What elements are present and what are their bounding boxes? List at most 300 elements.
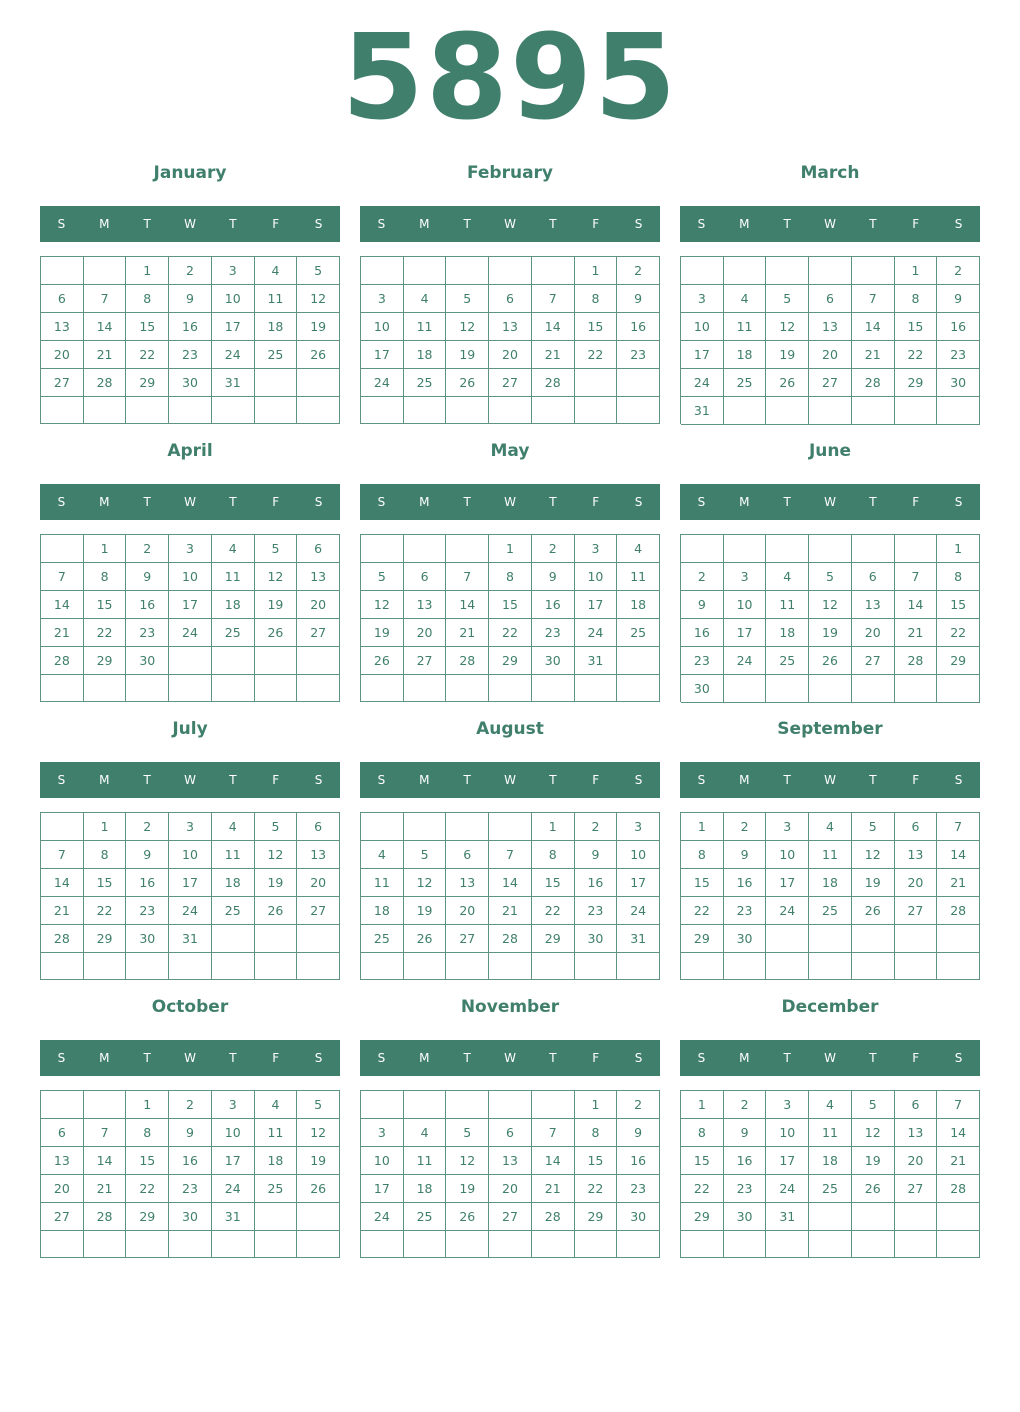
day-cell: 5 [852,1091,895,1119]
weekday-label: T [549,1051,557,1065]
empty-day-cell [809,1231,852,1258]
empty-day-cell [297,675,340,702]
day-cell: 10 [724,591,767,619]
day-cell: 26 [297,341,340,369]
month-july [40,712,340,982]
day-cell: 24 [212,1175,255,1203]
day-cell: 8 [126,285,169,313]
day-cell: 15 [84,591,127,619]
empty-day-cell [404,675,447,702]
day-cell: 16 [575,869,618,897]
day-cell: 13 [852,591,895,619]
empty-day-cell [361,813,404,841]
day-cell: 14 [937,1119,980,1147]
day-cell: 10 [212,285,255,313]
weekday-label: S [314,217,323,231]
empty-day-cell [852,257,895,285]
month-name: October [151,997,229,1017]
day-cell: 28 [852,369,895,397]
day-cell: 1 [532,813,575,841]
day-cell: 28 [489,925,532,953]
day-cell: 14 [446,591,489,619]
empty-day-cell [809,257,852,285]
weekday-label: W [184,217,196,231]
day-cell: 5 [255,813,298,841]
day-cell: 22 [126,1175,169,1203]
day-cell: 24 [361,369,404,397]
day-cell: 3 [681,285,724,313]
month-april [40,434,340,704]
day-cell: 14 [532,1147,575,1175]
day-cell: 24 [724,647,767,675]
empty-day-cell [41,953,84,980]
day-cell: 25 [724,369,767,397]
empty-day-cell [361,397,404,424]
empty-day-cell [169,397,212,424]
empty-day-cell [212,953,255,980]
day-cell: 16 [681,619,724,647]
weekday-label: S [377,495,386,509]
day-cell: 3 [169,535,212,563]
day-cell: 29 [575,1203,618,1231]
day-cell: 9 [532,563,575,591]
weekday-label: T [463,1051,471,1065]
weekday-label: S [697,773,706,787]
empty-day-cell [446,535,489,563]
day-grid [680,256,980,424]
day-cell: 30 [169,369,212,397]
day-cell: 21 [532,341,575,369]
day-cell: 3 [212,1091,255,1119]
day-cell: 31 [575,647,618,675]
day-cell: 20 [297,591,340,619]
day-cell: 20 [895,869,938,897]
weekday-label: M [99,773,110,787]
empty-day-cell [489,675,532,702]
empty-day-cell [895,675,938,703]
day-cell: 16 [126,591,169,619]
day-cell: 8 [937,563,980,591]
day-cell: 6 [297,813,340,841]
day-cell: 25 [404,1203,447,1231]
weekday-label: T [549,217,557,231]
day-cell: 19 [852,869,895,897]
empty-day-cell [404,1091,447,1119]
empty-day-cell [255,397,298,424]
day-cell: 27 [41,369,84,397]
empty-day-cell [575,369,618,397]
day-cell: 16 [169,1147,212,1175]
weekday-header [40,1040,340,1076]
weekday-label: F [272,1051,280,1065]
weekday-label: T [143,773,151,787]
day-cell: 21 [937,869,980,897]
month-name: February [466,163,554,183]
day-cell: 6 [809,285,852,313]
day-cell: 15 [895,313,938,341]
day-cell: 18 [361,897,404,925]
weekday-label: F [912,217,920,231]
day-cell: 24 [361,1203,404,1231]
day-cell: 21 [41,897,84,925]
day-cell: 24 [575,619,618,647]
weekday-label: W [824,1051,836,1065]
weekday-label: W [504,773,516,787]
month-september [680,712,980,982]
day-cell: 11 [766,591,809,619]
day-cell: 27 [809,369,852,397]
empty-day-cell [852,397,895,425]
day-cell: 22 [937,619,980,647]
day-cell: 22 [532,897,575,925]
weekday-label: S [314,773,323,787]
weekday-label: W [504,217,516,231]
weekday-label: S [634,495,643,509]
day-cell: 1 [681,1091,724,1119]
day-cell: 12 [446,1147,489,1175]
day-cell: 10 [169,841,212,869]
weekday-label: T [143,1051,151,1065]
day-cell: 23 [724,897,767,925]
day-cell: 4 [766,563,809,591]
day-cell: 3 [361,285,404,313]
day-cell: 31 [766,1203,809,1231]
month-october [40,990,340,1260]
day-cell: 15 [126,313,169,341]
empty-day-cell [852,1203,895,1231]
empty-day-cell [297,1203,340,1231]
day-cell: 1 [937,535,980,563]
empty-day-cell [895,1231,938,1258]
empty-day-cell [809,953,852,980]
weekday-header [360,484,660,520]
empty-day-cell [532,1091,575,1119]
empty-day-cell [169,675,212,702]
day-cell: 4 [255,257,298,285]
day-cell: 29 [84,647,127,675]
empty-day-cell [212,397,255,424]
empty-day-cell [446,813,489,841]
empty-day-cell [724,953,767,980]
day-cell: 8 [489,563,532,591]
day-cell: 28 [532,1203,575,1231]
day-cell: 30 [126,647,169,675]
day-cell: 13 [895,1119,938,1147]
month-name: August [476,719,544,739]
day-cell: 24 [681,369,724,397]
day-cell: 14 [852,313,895,341]
empty-day-cell [41,1091,84,1119]
day-cell: 7 [41,563,84,591]
empty-day-cell [84,397,127,424]
day-cell: 10 [617,841,660,869]
day-grid [40,534,340,702]
empty-day-cell [766,535,809,563]
day-cell: 24 [617,897,660,925]
day-cell: 8 [575,1119,618,1147]
day-cell: 6 [489,1119,532,1147]
day-cell: 29 [489,647,532,675]
day-cell: 8 [84,841,127,869]
day-cell: 8 [681,1119,724,1147]
month-name: May [490,441,530,461]
empty-day-cell [361,1231,404,1258]
day-cell: 21 [84,1175,127,1203]
day-grid [360,534,660,702]
weekday-label: M [419,1051,430,1065]
weekday-header [360,206,660,242]
empty-day-cell [297,397,340,424]
day-cell: 28 [937,897,980,925]
day-cell: 28 [41,925,84,953]
day-cell: 16 [937,313,980,341]
day-cell: 6 [852,563,895,591]
day-cell: 29 [681,1203,724,1231]
day-cell: 5 [297,1091,340,1119]
month-name: January [153,163,227,183]
weekday-label: M [99,495,110,509]
day-cell: 16 [532,591,575,619]
weekday-label: W [504,495,516,509]
empty-day-cell [212,1231,255,1258]
day-cell: 19 [852,1147,895,1175]
weekday-label: W [824,495,836,509]
day-cell: 5 [446,1119,489,1147]
day-cell: 27 [297,897,340,925]
empty-day-cell [446,1231,489,1258]
day-cell: 4 [212,813,255,841]
empty-day-cell [489,953,532,980]
weekday-label: T [463,217,471,231]
empty-day-cell [489,1091,532,1119]
day-cell: 26 [297,1175,340,1203]
day-cell: 3 [361,1119,404,1147]
day-grid [40,812,340,980]
day-cell: 11 [809,841,852,869]
day-cell: 26 [852,897,895,925]
day-cell: 2 [724,813,767,841]
day-cell: 19 [297,1147,340,1175]
day-cell: 7 [446,563,489,591]
day-cell: 13 [404,591,447,619]
empty-day-cell [575,675,618,702]
day-cell: 18 [404,341,447,369]
empty-day-cell [766,397,809,425]
day-cell: 10 [766,841,809,869]
day-cell: 26 [361,647,404,675]
empty-day-cell [446,397,489,424]
day-cell: 11 [212,563,255,591]
day-cell: 3 [169,813,212,841]
day-cell: 30 [724,1203,767,1231]
weekday-label: W [824,217,836,231]
day-cell: 10 [766,1119,809,1147]
day-cell: 29 [532,925,575,953]
day-cell: 23 [575,897,618,925]
day-cell: 13 [41,313,84,341]
day-cell: 19 [404,897,447,925]
day-cell: 7 [937,1091,980,1119]
day-cell: 10 [361,1147,404,1175]
weekday-header [360,762,660,798]
day-cell: 30 [724,925,767,953]
day-cell: 26 [446,369,489,397]
day-cell: 6 [41,1119,84,1147]
day-cell: 3 [212,257,255,285]
day-cell: 14 [532,313,575,341]
empty-day-cell [532,1231,575,1258]
day-cell: 21 [532,1175,575,1203]
day-cell: 2 [617,257,660,285]
empty-day-cell [766,257,809,285]
day-cell: 3 [766,1091,809,1119]
weekday-label: W [184,773,196,787]
day-cell: 25 [255,341,298,369]
day-cell: 31 [212,369,255,397]
day-cell: 7 [84,1119,127,1147]
month-name: September [777,719,883,739]
weekday-label: S [57,1051,66,1065]
day-cell: 21 [489,897,532,925]
day-cell: 14 [489,869,532,897]
empty-day-cell [361,953,404,980]
day-cell: 15 [575,313,618,341]
weekday-label: F [912,1051,920,1065]
empty-day-cell [895,953,938,980]
empty-day-cell [404,397,447,424]
day-cell: 17 [212,1147,255,1175]
day-cell: 1 [575,257,618,285]
day-grid [360,812,660,980]
empty-day-cell [724,397,767,425]
day-cell: 13 [446,869,489,897]
weekday-label: S [377,217,386,231]
day-cell: 14 [41,869,84,897]
day-cell: 2 [169,1091,212,1119]
day-cell: 4 [361,841,404,869]
day-cell: 7 [84,285,127,313]
day-cell: 1 [84,535,127,563]
day-cell: 17 [766,869,809,897]
day-cell: 30 [681,675,724,703]
weekday-label: F [592,217,600,231]
day-cell: 16 [126,869,169,897]
weekday-label: S [377,1051,386,1065]
weekday-header [680,206,980,242]
empty-day-cell [937,397,980,425]
day-cell: 27 [852,647,895,675]
day-cell: 14 [41,591,84,619]
day-cell: 2 [169,257,212,285]
month-name: March [800,163,860,183]
empty-day-cell [255,675,298,702]
empty-day-cell [255,1203,298,1231]
empty-day-cell [575,1231,618,1258]
day-cell: 13 [297,563,340,591]
day-cell: 12 [404,869,447,897]
day-cell: 30 [617,1203,660,1231]
day-cell: 30 [126,925,169,953]
day-cell: 10 [169,563,212,591]
day-cell: 8 [575,285,618,313]
day-cell: 2 [617,1091,660,1119]
day-cell: 26 [446,1203,489,1231]
day-cell: 28 [532,369,575,397]
empty-day-cell [84,675,127,702]
year-title: 5895 [341,8,679,146]
weekday-label: S [697,217,706,231]
day-cell: 19 [446,341,489,369]
day-cell: 9 [617,285,660,313]
month-august [360,712,660,982]
day-cell: 4 [809,1091,852,1119]
weekday-label: M [739,773,750,787]
day-cell: 27 [404,647,447,675]
empty-day-cell [126,953,169,980]
day-cell: 20 [489,1175,532,1203]
day-cell: 28 [84,1203,127,1231]
day-grid [680,534,980,702]
empty-day-cell [255,369,298,397]
day-cell: 28 [84,369,127,397]
weekday-label: S [634,773,643,787]
weekday-label: T [143,495,151,509]
day-cell: 21 [446,619,489,647]
weekday-label: M [419,495,430,509]
day-cell: 10 [361,313,404,341]
empty-day-cell [404,813,447,841]
day-cell: 28 [937,1175,980,1203]
day-cell: 25 [617,619,660,647]
day-cell: 31 [212,1203,255,1231]
day-cell: 15 [489,591,532,619]
day-cell: 27 [489,369,532,397]
empty-day-cell [937,675,980,703]
day-cell: 28 [41,647,84,675]
empty-day-cell [297,1231,340,1258]
day-cell: 10 [681,313,724,341]
empty-day-cell [937,953,980,980]
day-cell: 23 [617,1175,660,1203]
day-cell: 22 [895,341,938,369]
day-cell: 12 [852,841,895,869]
empty-day-cell [84,257,127,285]
day-cell: 26 [404,925,447,953]
day-cell: 28 [895,647,938,675]
day-cell: 20 [895,1147,938,1175]
day-cell: 20 [297,869,340,897]
day-cell: 4 [617,535,660,563]
weekday-label: F [272,773,280,787]
day-cell: 1 [681,813,724,841]
day-cell: 11 [255,1119,298,1147]
empty-day-cell [255,953,298,980]
day-cell: 24 [212,341,255,369]
day-cell: 18 [212,869,255,897]
day-cell: 6 [446,841,489,869]
day-cell: 20 [41,341,84,369]
weekday-header [680,762,980,798]
weekday-header [360,1040,660,1076]
day-cell: 7 [852,285,895,313]
empty-day-cell [212,675,255,702]
day-cell: 8 [84,563,127,591]
month-february [360,156,660,426]
month-may [360,434,660,704]
month-june [680,434,980,704]
day-cell: 27 [297,619,340,647]
weekday-label: T [549,773,557,787]
